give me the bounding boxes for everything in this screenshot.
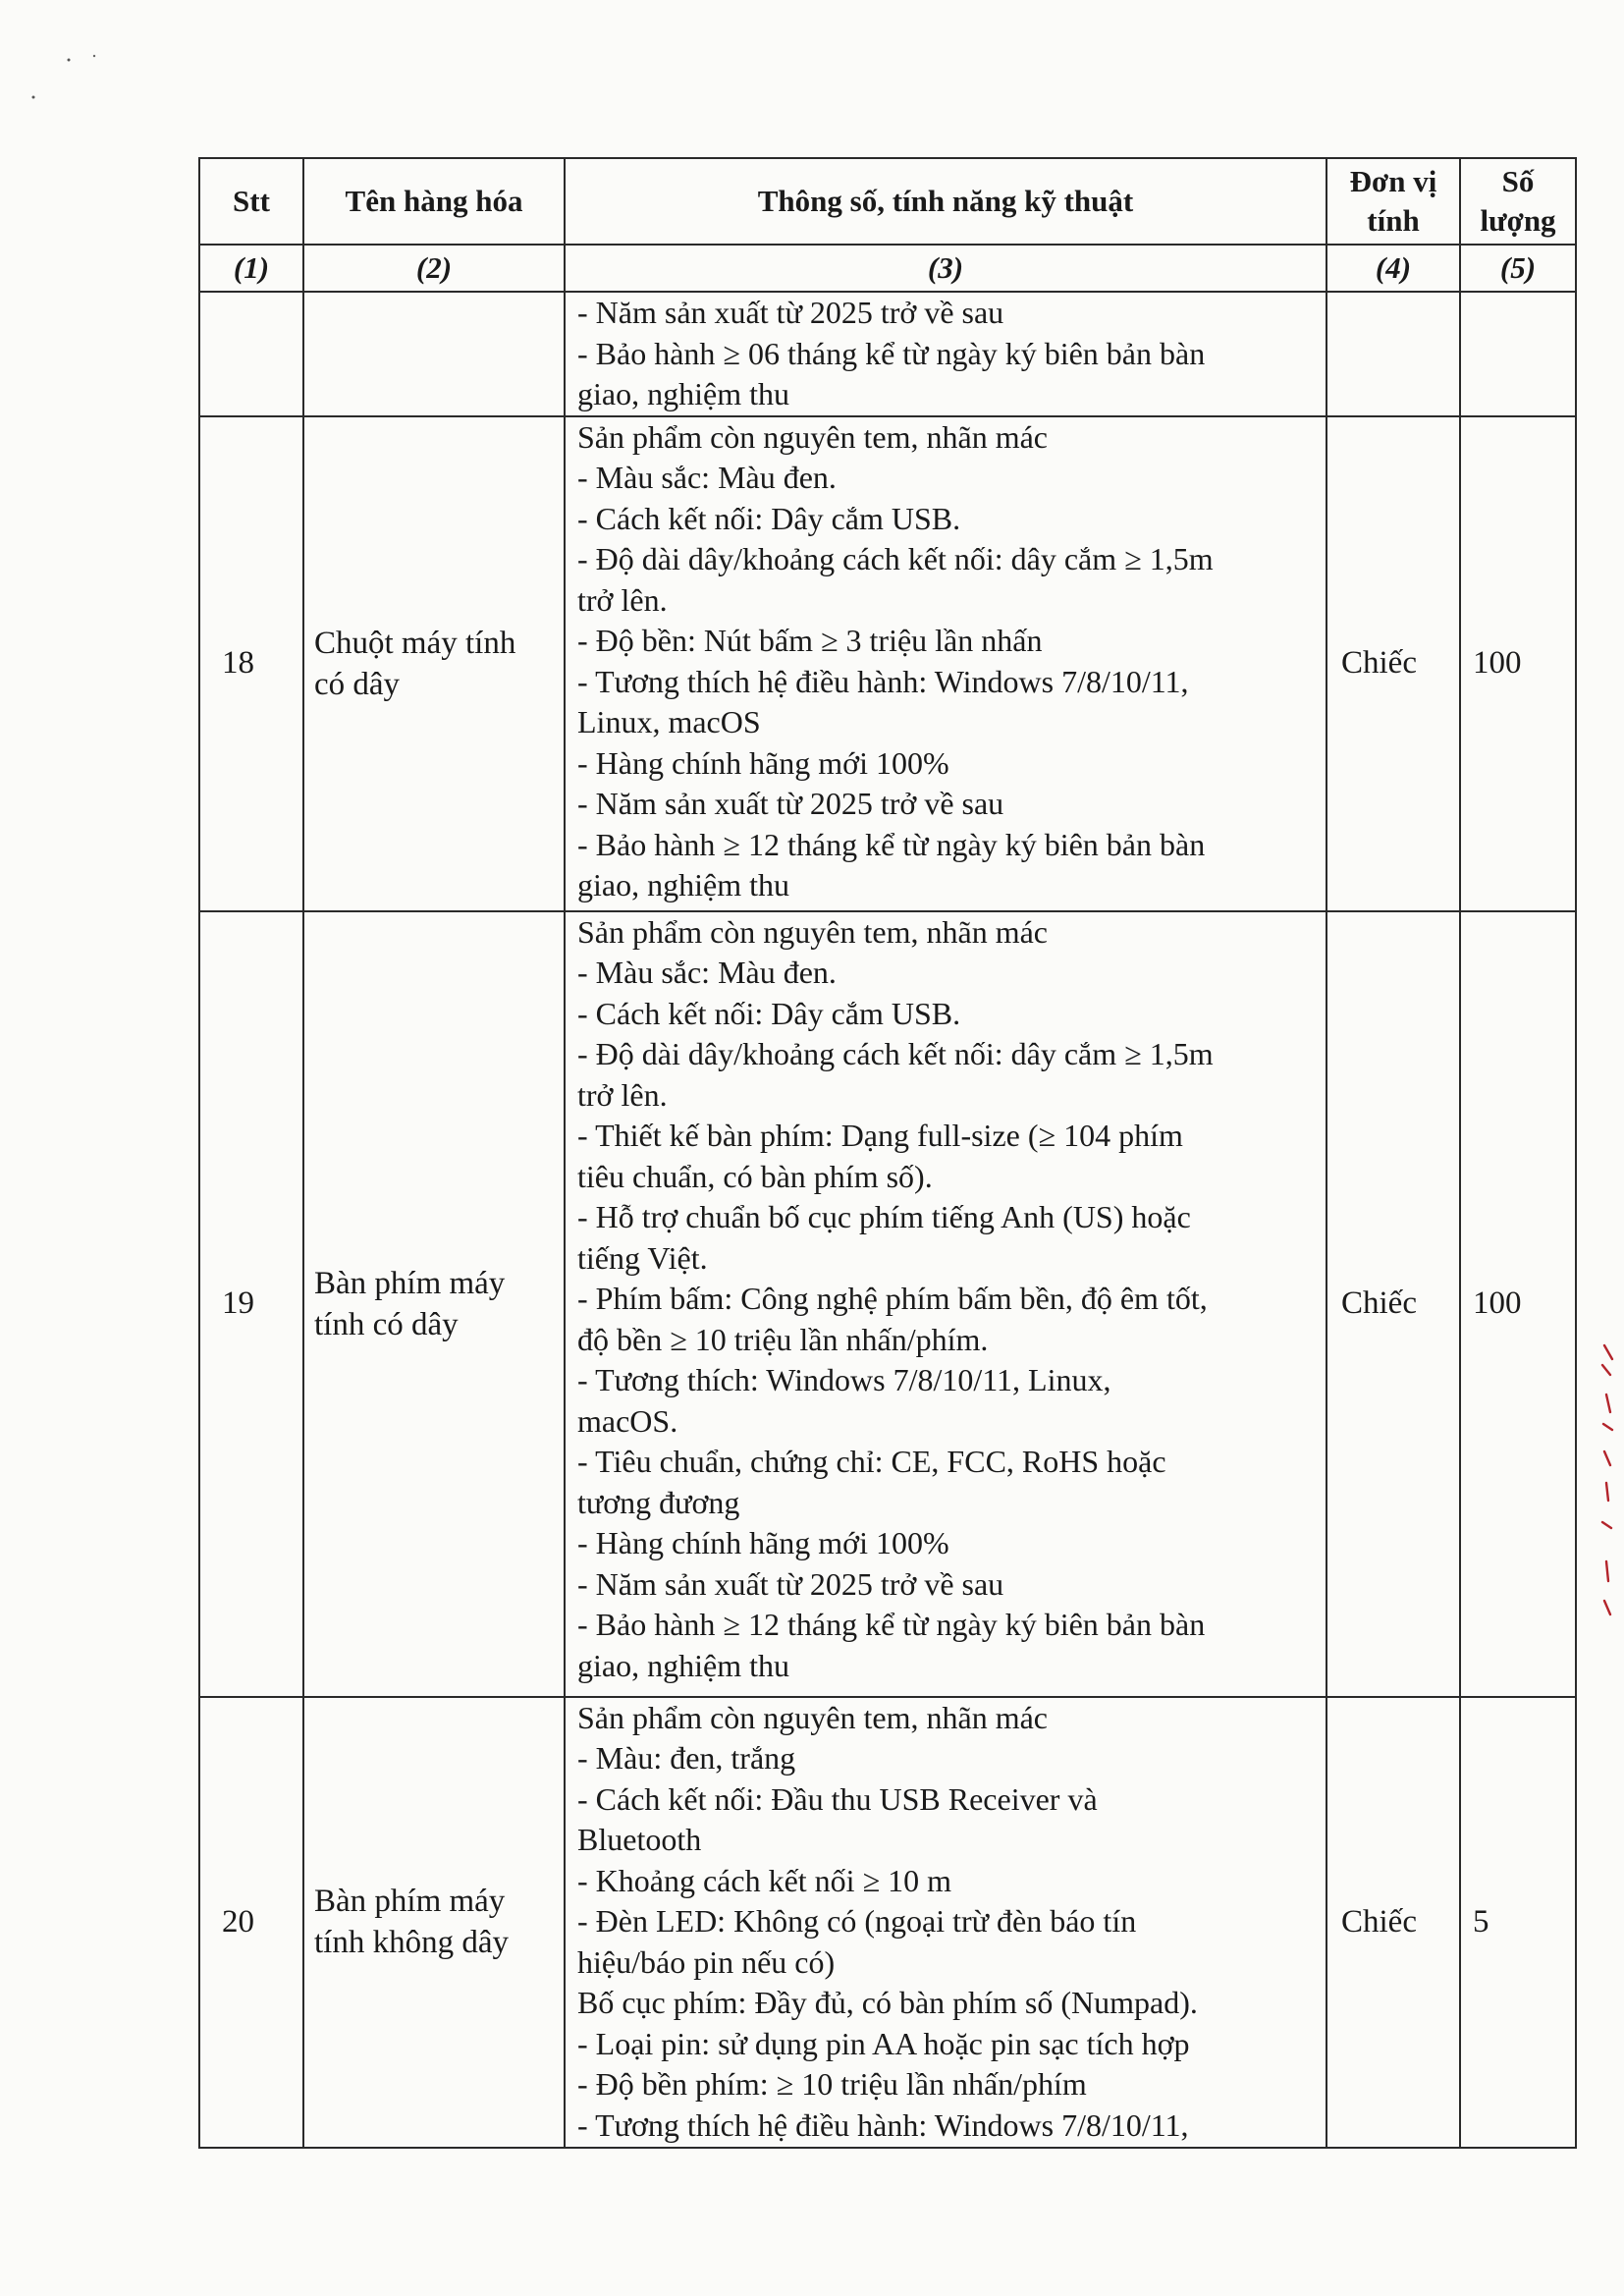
column-number-row bbox=[199, 245, 1576, 292]
unit-cell: Chiếc bbox=[1326, 911, 1460, 1697]
header-spec: Thông số, tính năng kỹ thuật bbox=[565, 158, 1326, 245]
spec-cell bbox=[565, 1697, 1326, 2148]
spec-line: - Cách kết nối: Đầu thu USB Receiver và bbox=[577, 1780, 1098, 1817]
margin-stamp-marks bbox=[1598, 1336, 1618, 1620]
column-number: (5) bbox=[1460, 245, 1576, 292]
spec-line: giao, nghiệm thu bbox=[577, 1647, 789, 1683]
table-row bbox=[199, 1697, 1576, 2148]
stt-cell bbox=[199, 292, 303, 416]
spec-line: - Hàng chính hãng mới 100% bbox=[577, 1525, 949, 1560]
technical-spec-table bbox=[198, 157, 1577, 2149]
spec-line: - Thiết kế bàn phím: Dạng full-size (≥ 104 phím bbox=[577, 1118, 1183, 1153]
spec-cell bbox=[565, 911, 1326, 1697]
spec-line: giao, nghiệm thu bbox=[577, 376, 789, 411]
unit-cell: Chiếc bbox=[1326, 1697, 1460, 2148]
spec-cell bbox=[565, 292, 1326, 416]
table-row bbox=[199, 911, 1576, 1697]
unit-cell bbox=[1326, 292, 1460, 416]
spec-line: - Màu: đen, trắng bbox=[577, 1740, 796, 1776]
spec-line: tiêu chuẩn, có bàn phím số). bbox=[577, 1158, 933, 1194]
spec-line: - Độ bền: Nút bấm ≥ 3 triệu lần nhấn bbox=[577, 623, 1043, 658]
scan-speck-marks bbox=[29, 54, 108, 103]
spec-line: trở lên. bbox=[577, 581, 668, 618]
column-number: (3) bbox=[565, 245, 1326, 292]
spec-line: Sản phẩm còn nguyên tem, nhãn mác bbox=[577, 418, 1048, 455]
column-number: (2) bbox=[303, 245, 565, 292]
unit-cell: Chiếc bbox=[1326, 416, 1460, 911]
item-name-line: tính không dây bbox=[314, 1925, 509, 1960]
spec-line: - Độ bền phím: ≥ 10 triệu lần nhấn/phím bbox=[577, 2066, 1087, 2102]
spec-line: - Bảo hành ≥ 12 tháng kể từ ngày ký biên bản bàn bbox=[577, 1607, 1206, 1642]
header-qty: Số lượng bbox=[1460, 158, 1576, 245]
spec-line: - Bảo hành ≥ 12 tháng kể từ ngày ký biên bản bàn bbox=[577, 826, 1206, 862]
spec-line: Linux, macOS bbox=[577, 704, 761, 739]
spec-line: Sản phẩm còn nguyên tem, nhãn mác bbox=[577, 1699, 1048, 1735]
spec-line: - Tiêu chuẩn, chứng chỉ: CE, FCC, RoHS hoặc bbox=[577, 1444, 1166, 1479]
item-name-line: Bàn phím máy bbox=[314, 1884, 506, 1919]
spec-line: - Phím bấm: Công nghệ phím bấm bền, độ êm tốt, bbox=[577, 1281, 1208, 1316]
spec-line: - Năm sản xuất từ 2025 trở về sau bbox=[577, 295, 1004, 330]
item-name-line: tính có dây bbox=[314, 1306, 459, 1342]
item-name-cell bbox=[303, 416, 565, 911]
quantity-cell: 100 bbox=[1460, 911, 1576, 1697]
spec-line: - Tương thích: Windows 7/8/10/11, Linux, bbox=[577, 1362, 1111, 1397]
spec-cell bbox=[565, 416, 1326, 911]
table-row bbox=[199, 292, 1576, 416]
spec-line: hiệu/báo pin nếu có) bbox=[577, 1943, 836, 1980]
item-name-cell bbox=[303, 1697, 565, 2148]
column-number: (1) bbox=[199, 245, 303, 292]
quantity-cell: 5 bbox=[1460, 1697, 1576, 2148]
spec-line: macOS. bbox=[577, 1402, 678, 1439]
spec-line: giao, nghiệm thu bbox=[577, 867, 789, 902]
spec-line: trở lên. bbox=[577, 1076, 668, 1113]
column-number: (4) bbox=[1326, 245, 1460, 292]
item-name-line: Chuột máy tính bbox=[314, 625, 516, 661]
spec-line: - Bảo hành ≥ 06 tháng kể từ ngày ký biên bản bàn bbox=[577, 335, 1206, 371]
spec-line: - Tương thích hệ điều hành: Windows 7/8/10/11, bbox=[577, 663, 1189, 699]
spec-line: - Năm sản xuất từ 2025 trở về sau bbox=[577, 1565, 1004, 1602]
item-name-cell bbox=[303, 911, 565, 1697]
spec-line: - Khoảng cách kết nối ≥ 10 m bbox=[577, 1862, 952, 1898]
spec-line: - Màu sắc: Màu đen. bbox=[577, 460, 837, 495]
header-name: Tên hàng hóa bbox=[303, 158, 565, 245]
spec-line: - Cách kết nối: Dây cắm USB. bbox=[577, 500, 961, 536]
spec-line: - Loại pin: sử dụng pin AA hoặc pin sạc tích hợp bbox=[577, 2025, 1190, 2061]
spec-line: - Độ dài dây/khoảng cách kết nối: dây cắm ≥ 1,5m bbox=[577, 1036, 1214, 1071]
header-stt: Stt bbox=[199, 158, 303, 245]
header-row bbox=[199, 158, 1576, 245]
spec-line: - Màu sắc: Màu đen. bbox=[577, 955, 837, 990]
spec-line: - Tương thích hệ điều hành: Windows 7/8/10/11, bbox=[577, 2106, 1189, 2143]
quantity-cell bbox=[1460, 292, 1576, 416]
spec-line: Bluetooth bbox=[577, 1822, 702, 1857]
table-body bbox=[199, 292, 1576, 2148]
spec-line: - Cách kết nối: Dây cắm USB. bbox=[577, 995, 961, 1031]
stt-cell: 19 bbox=[199, 911, 303, 1697]
spec-line: - Độ dài dây/khoảng cách kết nối: dây cắm ≥ 1,5m bbox=[577, 541, 1214, 576]
spec-line: Sản phẩm còn nguyên tem, nhãn mác bbox=[577, 913, 1048, 950]
item-name-line: Bàn phím máy bbox=[314, 1265, 506, 1301]
spec-line: - Hỗ trợ chuẩn bố cục phím tiếng Anh (US) hoặc bbox=[577, 1199, 1191, 1234]
spec-line: - Đèn LED: Không có (ngoại trừ đèn báo tín bbox=[577, 1903, 1137, 1939]
stt-cell: 18 bbox=[199, 416, 303, 911]
spec-line: tiếng Việt. bbox=[577, 1239, 708, 1276]
spec-line: Bố cục phím: Đầy đủ, có bàn phím số (Numpad). bbox=[577, 1985, 1198, 2020]
spec-line: - Hàng chính hãng mới 100% bbox=[577, 744, 949, 781]
table-row bbox=[199, 416, 1576, 911]
spec-line: tương đương bbox=[577, 1484, 740, 1520]
quantity-cell: 100 bbox=[1460, 416, 1576, 911]
spec-line: - Năm sản xuất từ 2025 trở về sau bbox=[577, 786, 1004, 821]
spec-line: độ bền ≥ 10 triệu lần nhấn/phím. bbox=[577, 1321, 989, 1357]
stt-cell: 20 bbox=[199, 1697, 303, 2148]
item-name-line: có dây bbox=[314, 666, 401, 702]
item-name-cell bbox=[303, 292, 565, 416]
header-unit: Đơn vị tính bbox=[1326, 158, 1460, 245]
